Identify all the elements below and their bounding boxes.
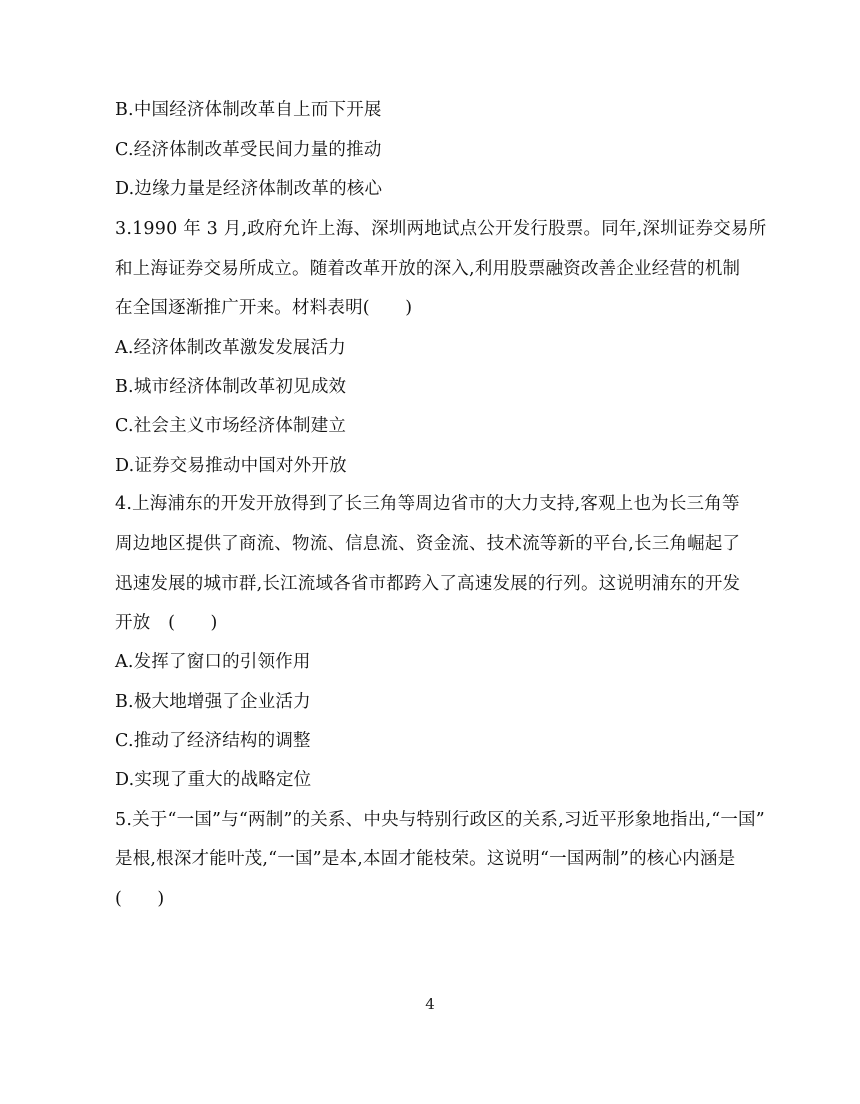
q4-stem-line-2: 周边地区提供了商流、物流、信息流、资金流、技术流等新的平台,长三角崛起了 — [115, 534, 741, 554]
q4-option-c: C.推动了经济结构的调整 — [115, 731, 311, 751]
q3-option-a: A.经济体制改革激发发展活力 — [115, 338, 346, 358]
q4-option-d: D.实现了重大的战略定位 — [115, 770, 312, 790]
q3-option-c: C.社会主义市场经济体制建立 — [115, 416, 347, 436]
page-number: 4 — [425, 995, 435, 1013]
q2-option-b: B.中国经济体制改革自上而下开展 — [115, 100, 382, 120]
q5-stem-line-2: 是根,根深才能叶茂,“一国”是本,本固才能枝荣。这说明“一国两制”的核心内涵是 — [115, 849, 736, 869]
q5-stem-line-3: ( ) — [115, 889, 165, 909]
q3-stem-line-1: 3.1990 年 3 月,政府允许上海、深圳两地试点公开发行股票。同年,深圳证券交易所 — [115, 219, 767, 239]
q4-option-a: A.发挥了窗口的引领作用 — [115, 652, 311, 672]
q5-stem-line-1: 5.关于“一国”与“两制”的关系、中央与特别行政区的关系,习近平形象地指出,“一国” — [115, 810, 765, 830]
q3-option-d: D.证券交易推动中国对外开放 — [115, 456, 347, 476]
q4-stem-line-3: 迅速发展的城市群,长江流域各省市都跨入了高速发展的行列。这说明浦东的开发 — [115, 574, 741, 594]
q4-option-b: B.极大地增强了企业活力 — [115, 692, 311, 712]
q3-option-b: B.城市经济体制改革初见成效 — [115, 377, 347, 397]
q4-stem-line-1: 4.上海浦东的开发开放得到了长三角等周边省市的大力支持,客观上也为长三角等 — [115, 494, 740, 514]
q3-stem-line-2: 和上海证券交易所成立。随着改革开放的深入,利用股票融资改善企业经营的机制 — [115, 259, 741, 279]
q3-stem-line-3: 在全国逐渐推广开来。材料表明( ) — [115, 298, 413, 318]
q2-option-c: C.经济体制改革受民间力量的推动 — [115, 140, 382, 160]
q4-stem-line-4: 开放 ( ) — [115, 613, 218, 633]
q2-option-d: D.边缘力量是经济体制改革的核心 — [115, 179, 383, 199]
